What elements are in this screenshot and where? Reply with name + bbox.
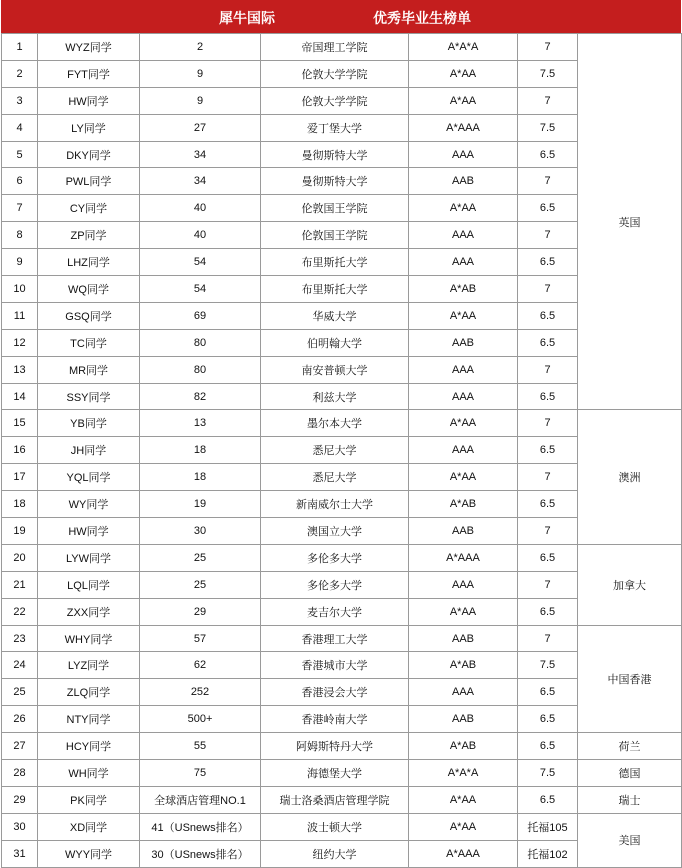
- university-cell: 利兹大学: [261, 383, 409, 410]
- university-cell: 悉尼大学: [261, 437, 409, 464]
- language-score-cell: 7: [518, 356, 578, 383]
- university-cell: 布里斯托大学: [261, 249, 409, 276]
- alevel-grade-cell: A*AA: [409, 410, 518, 437]
- table-row: [2, 760, 682, 787]
- ranking-cell: 82: [140, 383, 261, 410]
- language-score-cell: 6.5: [518, 679, 578, 706]
- language-score-cell: 6.5: [518, 195, 578, 222]
- student-name-cell: SSY同学: [38, 383, 140, 410]
- language-score-cell: 7: [518, 87, 578, 114]
- ranking-cell: 全球酒店管理NO.1: [140, 786, 261, 813]
- alevel-grade-cell: AAA: [409, 383, 518, 410]
- row-number-cell: 28: [2, 760, 38, 787]
- alevel-grade-cell: A*A*A: [409, 760, 518, 787]
- alevel-grade-cell: AAB: [409, 329, 518, 356]
- university-cell: 波士顿大学: [261, 813, 409, 840]
- university-cell: 新南威尔士大学: [261, 491, 409, 518]
- language-score-cell: 6.5: [518, 141, 578, 168]
- ranking-cell: 500+: [140, 706, 261, 733]
- student-name-cell: WYZ同学: [38, 34, 140, 61]
- student-name-cell: PWL同学: [38, 168, 140, 195]
- ranking-cell: 40: [140, 195, 261, 222]
- student-name-cell: LY同学: [38, 114, 140, 141]
- student-name-cell: XD同学: [38, 813, 140, 840]
- student-name-cell: GSQ同学: [38, 302, 140, 329]
- language-score-cell: 7: [518, 168, 578, 195]
- ranking-cell: 62: [140, 652, 261, 679]
- ranking-cell: 57: [140, 625, 261, 652]
- student-name-cell: NTY同学: [38, 706, 140, 733]
- row-number-cell: 12: [2, 329, 38, 356]
- language-score-cell: 6.5: [518, 733, 578, 760]
- university-cell: 纽约大学: [261, 840, 409, 867]
- language-score-cell: 7.5: [518, 652, 578, 679]
- row-number-cell: 6: [2, 168, 38, 195]
- row-number-cell: 2: [2, 60, 38, 87]
- university-cell: 多伦多大学: [261, 544, 409, 571]
- ranking-cell: 54: [140, 249, 261, 276]
- row-number-cell: 31: [2, 840, 38, 867]
- student-name-cell: WQ同学: [38, 276, 140, 303]
- alevel-grade-cell: AAA: [409, 141, 518, 168]
- row-number-cell: 25: [2, 679, 38, 706]
- region-cell: 加拿大: [578, 544, 682, 625]
- language-score-cell: 7: [518, 464, 578, 491]
- ranking-cell: 13: [140, 410, 261, 437]
- language-score-cell: 7: [518, 518, 578, 545]
- row-number-cell: 9: [2, 249, 38, 276]
- ranking-cell: 30（USnews排名）: [140, 840, 261, 867]
- student-name-cell: WYY同学: [38, 840, 140, 867]
- row-number-cell: 29: [2, 786, 38, 813]
- university-cell: 麦吉尔大学: [261, 598, 409, 625]
- table-body: [2, 34, 682, 868]
- language-score-cell: 7: [518, 625, 578, 652]
- alevel-grade-cell: A*AA: [409, 302, 518, 329]
- region-cell: 英国: [578, 34, 682, 410]
- student-name-cell: MR同学: [38, 356, 140, 383]
- university-cell: 悉尼大学: [261, 464, 409, 491]
- ranking-cell: 19: [140, 491, 261, 518]
- graduates-table: [1, 33, 682, 868]
- alevel-grade-cell: A*AA: [409, 87, 518, 114]
- ranking-cell: 18: [140, 464, 261, 491]
- language-score-cell: 6.5: [518, 491, 578, 518]
- alevel-grade-cell: A*AA: [409, 813, 518, 840]
- row-number-cell: 4: [2, 114, 38, 141]
- alevel-grade-cell: AAA: [409, 571, 518, 598]
- student-name-cell: YB同学: [38, 410, 140, 437]
- student-name-cell: ZP同学: [38, 222, 140, 249]
- row-number-cell: 1: [2, 34, 38, 61]
- alevel-grade-cell: AAB: [409, 168, 518, 195]
- table-row: [2, 625, 682, 652]
- university-cell: 伦敦大学学院: [261, 60, 409, 87]
- language-score-cell: 托福105: [518, 813, 578, 840]
- ranking-cell: 54: [140, 276, 261, 303]
- language-score-cell: 7: [518, 34, 578, 61]
- row-number-cell: 21: [2, 571, 38, 598]
- row-number-cell: 16: [2, 437, 38, 464]
- student-name-cell: HCY同学: [38, 733, 140, 760]
- language-score-cell: 7: [518, 571, 578, 598]
- alevel-grade-cell: A*AA: [409, 786, 518, 813]
- ranking-cell: 9: [140, 87, 261, 114]
- university-cell: 多伦多大学: [261, 571, 409, 598]
- row-number-cell: 8: [2, 222, 38, 249]
- row-number-cell: 30: [2, 813, 38, 840]
- ranking-cell: 27: [140, 114, 261, 141]
- ranking-cell: 34: [140, 141, 261, 168]
- ranking-cell: 9: [140, 60, 261, 87]
- ranking-cell: 80: [140, 356, 261, 383]
- row-number-cell: 3: [2, 87, 38, 114]
- alevel-grade-cell: A*AB: [409, 652, 518, 679]
- region-cell: 美国: [578, 813, 682, 867]
- row-number-cell: 19: [2, 518, 38, 545]
- university-cell: 香港浸会大学: [261, 679, 409, 706]
- university-cell: 布里斯托大学: [261, 276, 409, 303]
- language-score-cell: 6.5: [518, 302, 578, 329]
- university-cell: 伦敦国王学院: [261, 195, 409, 222]
- language-score-cell: 6.5: [518, 437, 578, 464]
- university-cell: 香港岭南大学: [261, 706, 409, 733]
- university-cell: 澳国立大学: [261, 518, 409, 545]
- university-cell: 伦敦国王学院: [261, 222, 409, 249]
- table-row: [2, 410, 682, 437]
- language-score-cell: 6.5: [518, 249, 578, 276]
- row-number-cell: 7: [2, 195, 38, 222]
- ranking-cell: 80: [140, 329, 261, 356]
- table-header-bar: [1, 0, 681, 33]
- ranking-cell: 75: [140, 760, 261, 787]
- student-name-cell: LHZ同学: [38, 249, 140, 276]
- university-cell: 南安普顿大学: [261, 356, 409, 383]
- university-cell: 帝国理工学院: [261, 34, 409, 61]
- region-cell: 荷兰: [578, 733, 682, 760]
- row-number-cell: 11: [2, 302, 38, 329]
- alevel-grade-cell: A*AA: [409, 598, 518, 625]
- student-name-cell: FYT同学: [38, 60, 140, 87]
- student-name-cell: HW同学: [38, 518, 140, 545]
- table-row: [2, 733, 682, 760]
- student-name-cell: LQL同学: [38, 571, 140, 598]
- alevel-grade-cell: AAA: [409, 679, 518, 706]
- language-score-cell: 6.5: [518, 383, 578, 410]
- student-name-cell: JH同学: [38, 437, 140, 464]
- row-number-cell: 26: [2, 706, 38, 733]
- alevel-grade-cell: A*AA: [409, 195, 518, 222]
- language-score-cell: 6.5: [518, 786, 578, 813]
- row-number-cell: 5: [2, 141, 38, 168]
- student-name-cell: ZLQ同学: [38, 679, 140, 706]
- brand-title: 犀牛国际: [219, 10, 275, 26]
- student-name-cell: WHY同学: [38, 625, 140, 652]
- language-score-cell: 6.5: [518, 706, 578, 733]
- student-name-cell: PK同学: [38, 786, 140, 813]
- university-cell: 华威大学: [261, 302, 409, 329]
- row-number-cell: 22: [2, 598, 38, 625]
- table-row: [2, 34, 682, 61]
- row-number-cell: 13: [2, 356, 38, 383]
- alevel-grade-cell: A*AA: [409, 60, 518, 87]
- ranking-cell: 252: [140, 679, 261, 706]
- row-number-cell: 10: [2, 276, 38, 303]
- language-score-cell: 6.5: [518, 544, 578, 571]
- region-cell: 澳洲: [578, 410, 682, 544]
- student-name-cell: DKY同学: [38, 141, 140, 168]
- language-score-cell: 6.5: [518, 598, 578, 625]
- ranking-cell: 40: [140, 222, 261, 249]
- row-number-cell: 15: [2, 410, 38, 437]
- row-number-cell: 17: [2, 464, 38, 491]
- ranking-cell: 69: [140, 302, 261, 329]
- ranking-cell: 30: [140, 518, 261, 545]
- university-cell: 墨尔本大学: [261, 410, 409, 437]
- university-cell: 阿姆斯特丹大学: [261, 733, 409, 760]
- university-cell: 爱丁堡大学: [261, 114, 409, 141]
- ranking-cell: 41（USnews排名）: [140, 813, 261, 840]
- alevel-grade-cell: A*AA: [409, 464, 518, 491]
- student-name-cell: CY同学: [38, 195, 140, 222]
- alevel-grade-cell: AAA: [409, 249, 518, 276]
- ranking-cell: 2: [140, 34, 261, 61]
- ranking-cell: 18: [140, 437, 261, 464]
- table-row: [2, 786, 682, 813]
- language-score-cell: 7: [518, 410, 578, 437]
- alevel-grade-cell: AAA: [409, 222, 518, 249]
- student-name-cell: WY同学: [38, 491, 140, 518]
- university-cell: 伯明翰大学: [261, 329, 409, 356]
- alevel-grade-cell: A*AAA: [409, 840, 518, 867]
- table-row: [2, 813, 682, 840]
- university-cell: 曼彻斯特大学: [261, 141, 409, 168]
- university-cell: 香港理工大学: [261, 625, 409, 652]
- student-name-cell: TC同学: [38, 329, 140, 356]
- alevel-grade-cell: AAA: [409, 437, 518, 464]
- ranking-cell: 25: [140, 571, 261, 598]
- region-cell: 德国: [578, 760, 682, 787]
- alevel-grade-cell: AAA: [409, 356, 518, 383]
- row-number-cell: 14: [2, 383, 38, 410]
- region-cell: 中国香港: [578, 625, 682, 733]
- alevel-grade-cell: A*AB: [409, 276, 518, 303]
- ranking-cell: 29: [140, 598, 261, 625]
- alevel-grade-cell: A*AB: [409, 491, 518, 518]
- student-name-cell: YQL同学: [38, 464, 140, 491]
- student-name-cell: WH同学: [38, 760, 140, 787]
- table-row: [2, 544, 682, 571]
- page-title: 优秀毕业生榜单: [373, 10, 471, 26]
- student-name-cell: LYZ同学: [38, 652, 140, 679]
- alevel-grade-cell: A*A*A: [409, 34, 518, 61]
- university-cell: 瑞士洛桑酒店管理学院: [261, 786, 409, 813]
- language-score-cell: 7.5: [518, 114, 578, 141]
- language-score-cell: 7.5: [518, 60, 578, 87]
- university-cell: 海德堡大学: [261, 760, 409, 787]
- alevel-grade-cell: A*AB: [409, 733, 518, 760]
- alevel-grade-cell: AAB: [409, 706, 518, 733]
- row-number-cell: 18: [2, 491, 38, 518]
- alevel-grade-cell: A*AAA: [409, 114, 518, 141]
- language-score-cell: 7.5: [518, 760, 578, 787]
- region-cell: 瑞士: [578, 786, 682, 813]
- alevel-grade-cell: AAB: [409, 518, 518, 545]
- university-cell: 香港城市大学: [261, 652, 409, 679]
- row-number-cell: 24: [2, 652, 38, 679]
- language-score-cell: 6.5: [518, 329, 578, 356]
- row-number-cell: 27: [2, 733, 38, 760]
- alevel-grade-cell: A*AAA: [409, 544, 518, 571]
- row-number-cell: 23: [2, 625, 38, 652]
- language-score-cell: 7: [518, 276, 578, 303]
- ranking-cell: 25: [140, 544, 261, 571]
- language-score-cell: 7: [518, 222, 578, 249]
- student-name-cell: HW同学: [38, 87, 140, 114]
- alevel-grade-cell: AAB: [409, 625, 518, 652]
- university-cell: 伦敦大学学院: [261, 87, 409, 114]
- student-name-cell: ZXX同学: [38, 598, 140, 625]
- language-score-cell: 托福102: [518, 840, 578, 867]
- ranking-cell: 55: [140, 733, 261, 760]
- student-name-cell: LYW同学: [38, 544, 140, 571]
- ranking-cell: 34: [140, 168, 261, 195]
- row-number-cell: 20: [2, 544, 38, 571]
- university-cell: 曼彻斯特大学: [261, 168, 409, 195]
